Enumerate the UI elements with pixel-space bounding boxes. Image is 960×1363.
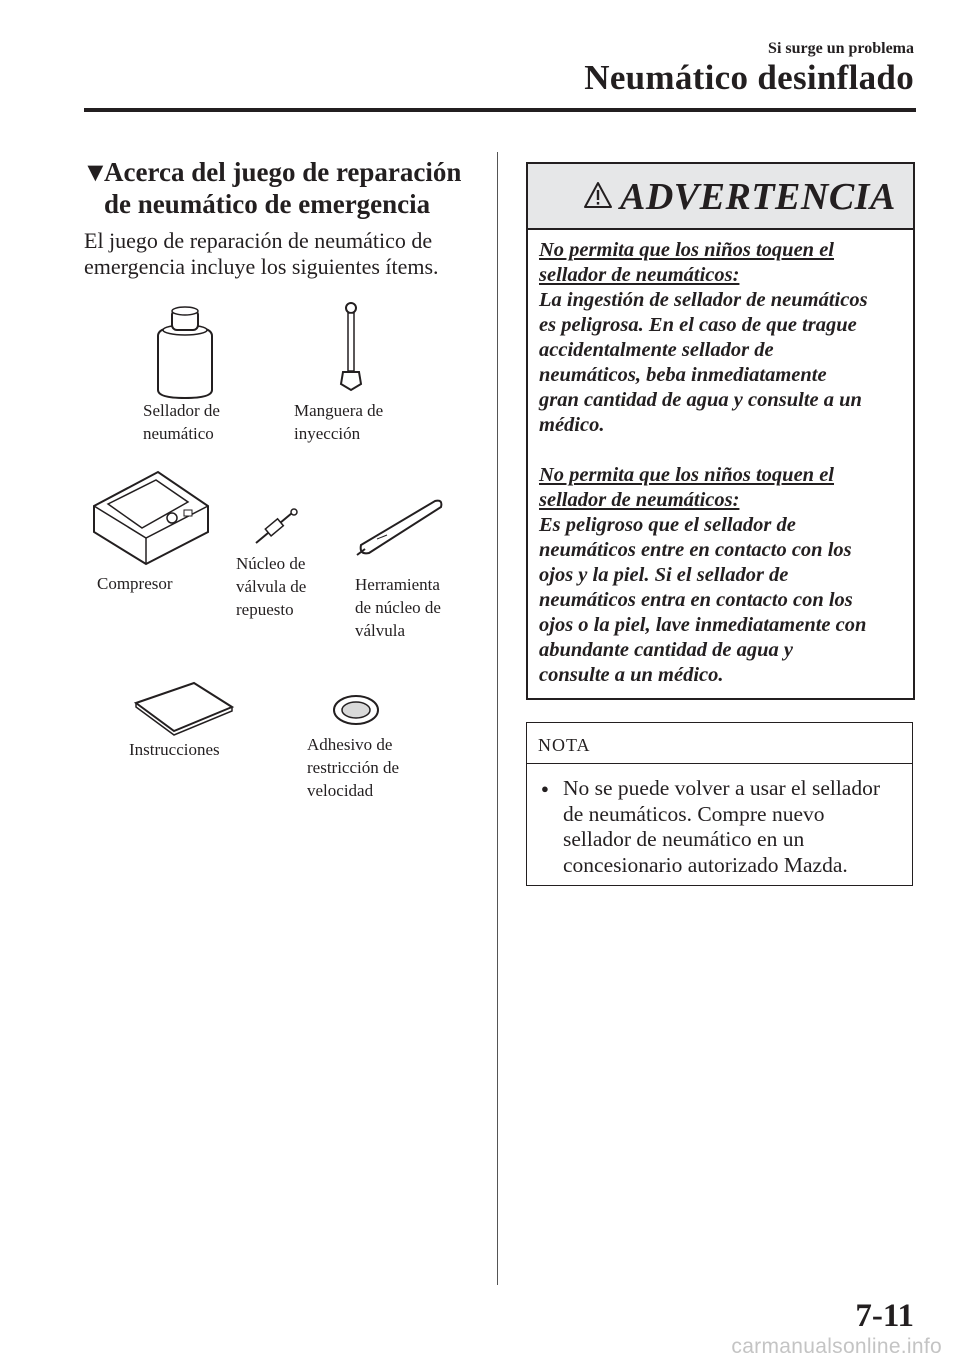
- instructions-booklet-icon: [134, 681, 234, 735]
- label-line: neumático: [143, 424, 214, 443]
- label-line: de núcleo de: [355, 598, 441, 617]
- warning-line: sellador de neumáticos:: [539, 489, 740, 511]
- warning-line: es peligrosa. En el caso de que trague: [539, 314, 857, 336]
- instructions-label: [129, 738, 220, 761]
- note-line: de neumáticos. Compre nuevo: [563, 801, 825, 826]
- label-line: Adhesivo de: [307, 735, 393, 754]
- intro-paragraph: [84, 228, 484, 280]
- warning-line: neumáticos entra en contacto con los: [539, 589, 853, 611]
- note-box: [526, 722, 913, 886]
- label-line: inyección: [294, 424, 361, 443]
- warning-line: sellador de neumáticos:: [539, 264, 740, 286]
- warning-line: accidentalmente sellador de: [539, 339, 774, 361]
- label-line: velocidad: [307, 781, 374, 800]
- compressor-label: [97, 572, 173, 595]
- label-line: Herramienta: [355, 575, 440, 594]
- bullet-icon: ●: [541, 781, 549, 796]
- warning-line: ojos o la piel, lave inmediatamente con: [539, 614, 867, 636]
- warning-triangle-icon: [583, 181, 613, 209]
- warning-line: médico.: [539, 414, 605, 436]
- label-line: repuesto: [236, 600, 294, 619]
- note-header: [527, 723, 912, 764]
- label-line: Sellador de: [143, 401, 220, 420]
- warning-line: gran cantidad de agua y consulte a un: [539, 389, 862, 411]
- warning-line: neumáticos entre en contacto con los: [539, 539, 852, 561]
- sealant-bottle-icon: [150, 300, 220, 400]
- warning-line: abundante cantidad de agua y: [539, 639, 793, 661]
- note-line: No se puede volver a usar el sellador: [563, 776, 881, 800]
- note-body: [527, 764, 912, 878]
- warning-line: ojos y la piel. Si el sellador de: [539, 564, 789, 586]
- note-line: concesionario autorizado Mazda.: [563, 852, 848, 877]
- speed-sticker-icon: [332, 694, 380, 726]
- label-line: Núcleo de: [236, 554, 306, 573]
- intro-line: emergencia incluye los siguientes ítems.: [84, 254, 439, 279]
- valve-tool-icon: [355, 495, 447, 557]
- label-line: restricción de: [307, 758, 400, 777]
- triangle-marker-icon: ▼: [82, 157, 109, 187]
- valve-core-icon: [252, 507, 300, 547]
- section-heading: [82, 156, 482, 220]
- label-line: Manguera de: [294, 401, 384, 420]
- valve-tool-label: [355, 573, 441, 642]
- warning-title: ADVERTENCIA: [620, 176, 896, 218]
- warning-line: Es peligroso que el sellador de: [539, 514, 796, 536]
- note-title: NOTA: [538, 735, 591, 755]
- page-number: 7-11: [855, 1298, 914, 1334]
- sealant-label: [143, 399, 220, 445]
- warning-header: [528, 164, 913, 230]
- label-line: Instrucciones: [129, 740, 220, 759]
- intro-line: El juego de reparación de neumático de: [84, 228, 433, 253]
- warning-line: consulte a un médico.: [539, 664, 724, 686]
- hose-label: [294, 399, 383, 445]
- valve-core-label: [236, 552, 306, 621]
- warning-line: No permita que los niños toquen el: [539, 239, 835, 261]
- label-line: válvula de: [236, 577, 307, 596]
- header-rule: [84, 108, 916, 112]
- injection-hose-icon: [336, 300, 366, 392]
- warning-line: No permita que los niños toquen el: [539, 464, 835, 486]
- section-heading-line: Acerca del juego de reparación: [104, 157, 462, 187]
- label-line: Compresor: [97, 574, 173, 593]
- section-heading-line: de neumático de emergencia: [104, 189, 431, 219]
- chapter-title: Neumático desinflado: [584, 58, 914, 97]
- compressor-icon: [88, 466, 213, 566]
- label-line: válvula: [355, 621, 406, 640]
- warning-line: neumáticos, beba inmediatamente: [539, 364, 827, 386]
- warning-box: [526, 162, 915, 700]
- note-line: sellador de neumático en un: [563, 827, 805, 851]
- warning-line: La ingestión de sellador de neumáticos: [539, 289, 868, 311]
- watermark: carmanualsonline.info: [731, 1335, 942, 1358]
- sticker-label: [307, 733, 399, 802]
- column-divider: [497, 152, 498, 1285]
- chapter-subtitle: Si surge un problema: [768, 40, 914, 57]
- warning-body: [528, 230, 913, 688]
